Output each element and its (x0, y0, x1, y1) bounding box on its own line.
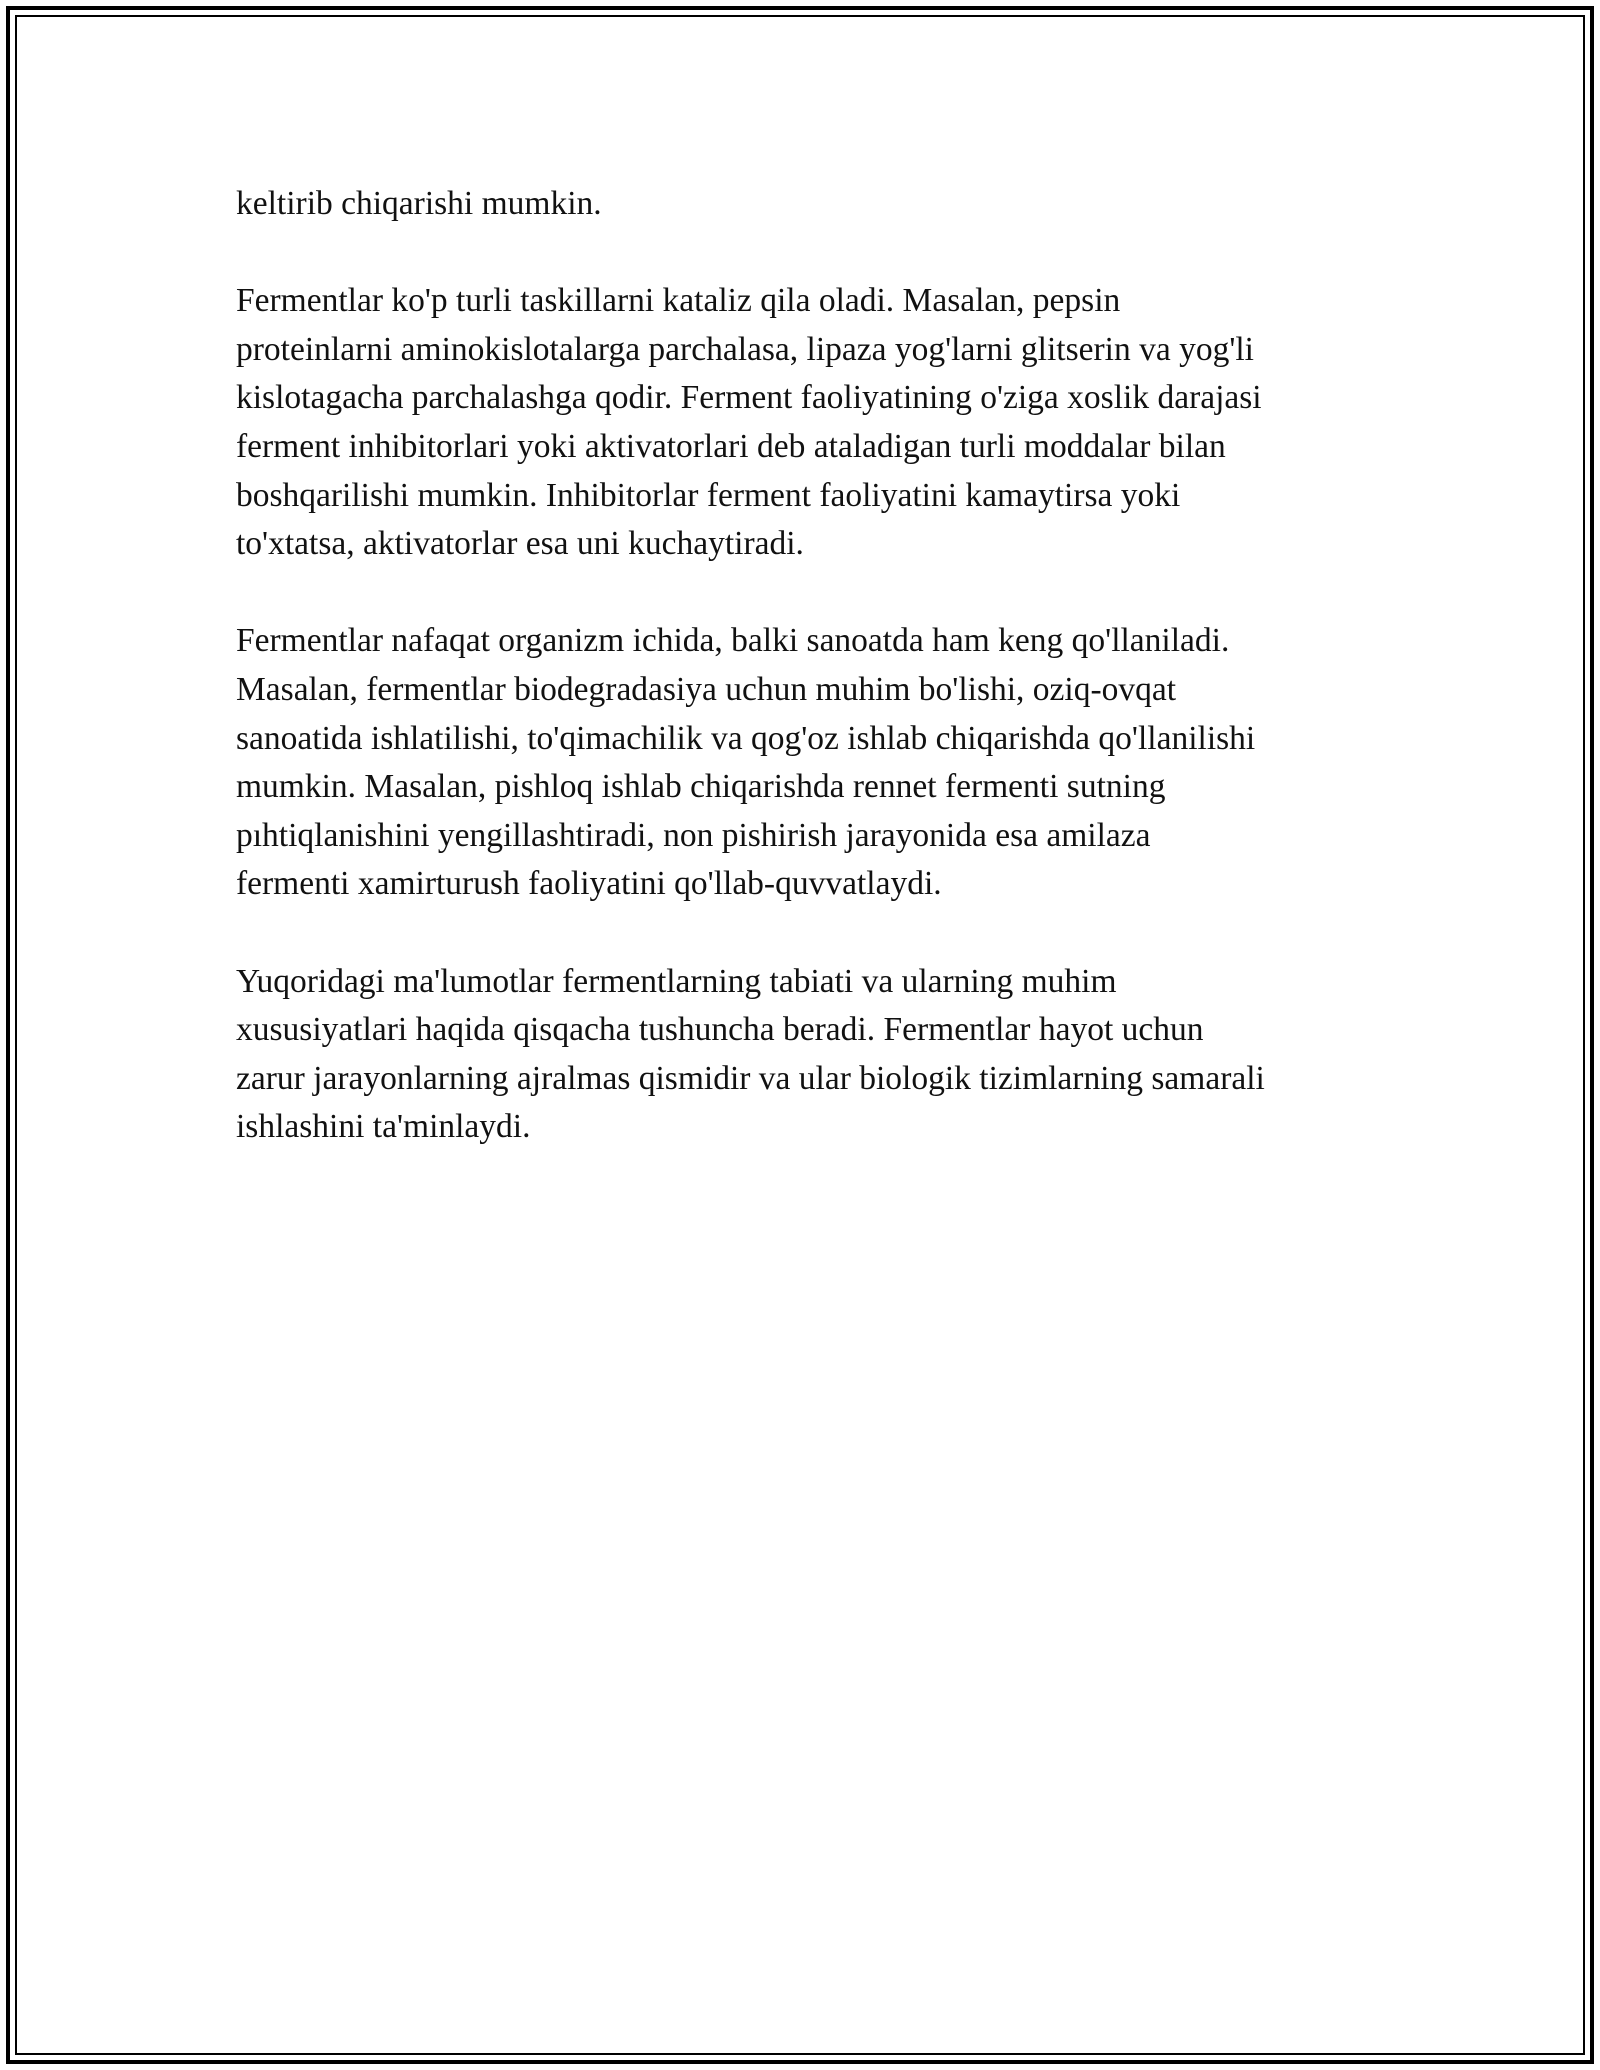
paragraph-4 (236, 958, 1376, 1152)
paragraph-1 (236, 180, 1376, 229)
text-line: Fermentlar nafaqat organizm ichida, balki sanoatda ham keng qo'llaniladi. (236, 622, 1230, 660)
text-line: Yuqoridagi ma'lumotlar fermentlarning tabiati va ularning muhim (236, 962, 1117, 1000)
text-line: zarur jarayonlarning ajralmas qismidir va ular biologik tizimlarning samarali (236, 1059, 1265, 1097)
text-line: Fermentlar ko'p turli taskillarni kataliz qila oladi. Masalan, pepsin (236, 282, 1121, 320)
text-line: sanoatida ishlatilishi, to'qimachilik va qog'oz ishlab chiqarishda qo'llanilishi (236, 719, 1256, 757)
text-line: fermenti xamirturush faoliyatini qo'llab-quvvatlaydi. (236, 865, 942, 903)
paragraph-2 (236, 277, 1376, 569)
text-line: Masalan, fermentlar biodegradasiya uchun muhim bo'lishi, oziq-ovqat (236, 670, 1177, 708)
text-line: ishlashini ta'minlaydi. (236, 1108, 531, 1146)
text-line: pıhtiqlanishini yengillashtiradi, non pishirish jarayonida esa amilaza (236, 816, 1151, 854)
text-line: proteinlarni aminokislotalarga parchalasa, lipaza yog'larni glitserin va yog'li (236, 330, 1254, 368)
text-line: keltirib chiqarishi mumkin. (236, 185, 602, 222)
text-line: to'xtatsa, aktivatorlar esa uni kuchaytiradi. (236, 525, 804, 563)
paragraph-3 (236, 617, 1376, 909)
text-line: ferment inhibitorlari yoki aktivatorlari deb ataladigan turli moddalar bilan (236, 427, 1226, 465)
text-line: xususiyatlari haqida qisqacha tushuncha beradi. Fermentlar hayot uchun (236, 1011, 1204, 1049)
text-line: kislotagacha parchalashga qodir. Ferment faoliyatining o'ziga xoslik darajasi (236, 379, 1262, 417)
document-body (236, 180, 1376, 1200)
text-line: boshqarilishi mumkin. Inhibitorlar ferment faoliyatini kamaytirsa yoki (236, 476, 1181, 514)
text-line: mumkin. Masalan, pishloq ishlab chiqarishda rennet fermenti sutning (236, 768, 1166, 806)
